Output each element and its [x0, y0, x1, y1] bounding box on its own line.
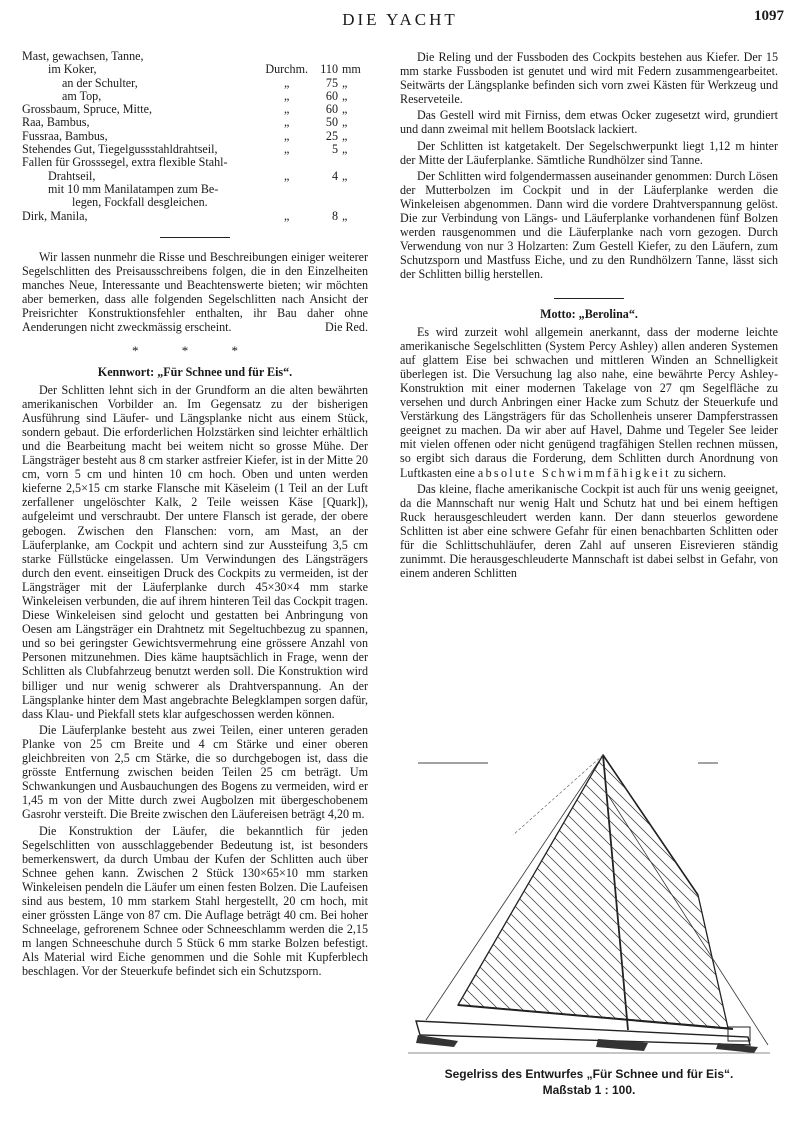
spec-label: Grossbaum, Spruce, Mitte,: [22, 102, 152, 117]
running-title: DIE YACHT: [342, 10, 458, 29]
body-paragraph: Die Läuferplanke besteht aus zwei Teilen, einer unteren geraden Planke von 25 cm Breite und 4 cm Stärke und einer oberen gleichbreiten von 2,5 cm Stärke, die so durchgebogen ist, dass die grösste Entfernung zwischen beiden Teilen 25 cm beträgt. Um Schwankungen und Ausbauchungen des Bogens zu vermeiden, wird er 1,45 m von der Mitte durch zwei Augbolzen mit übergeschobenem Gasrohr versteift. Die Breite zwischen den Läufereisen beträgt 4,20 m.: [22, 722, 368, 822]
spec-unit: [342, 196, 368, 209]
spec-unit: „: [342, 88, 348, 103]
spec-prefix: „: [283, 128, 290, 143]
body-paragraph: Der Schlitten wird folgendermassen auseinander genommen: Durch Lösen der Mutterbolzen im Cockpit und in der Läuferplanke werden die Winkeleisen abgenommen. Dann wird die vordere Drahtverspannung gelöst. Die zur Verbindung von Längs- und Läuferplanke vorhandenen fünf Bolzen werden rausgenommen und die Läuferplanke nach vorn gezogen. Durch Verwendung von nur 3 Holzarten: Zum Gestell Kiefer, zu den Läufern, zum Schutzsporn und Mastfuss Eiche, und zu den Rundhölzern Tanne, lässt sich der Schlitten billig herstellen.: [400, 168, 778, 282]
figure-caption: [398, 1066, 780, 1098]
spec-prefix: [265, 50, 308, 63]
spec-label: Fallen für Grosssegel, extra flexible Stahl-: [22, 155, 228, 170]
spec-prefix: „: [283, 88, 290, 103]
left-column: [22, 50, 368, 979]
spec-unit: „: [342, 128, 348, 143]
section-heading-kennwort: Kennwort: „Für Schnee und für Eis“.: [97, 364, 293, 379]
spec-value: 60: [325, 102, 338, 117]
spec-row: [22, 210, 368, 223]
spec-unit: [342, 50, 368, 63]
spec-row: [22, 50, 368, 63]
spec-value: 25: [325, 128, 338, 143]
right-column: [400, 50, 778, 580]
spec-label: im Koker,: [48, 62, 97, 77]
spec-value: 60: [325, 88, 338, 103]
spec-prefix: „: [283, 102, 290, 117]
spec-label: an der Schulter,: [62, 75, 138, 90]
spec-value: 8: [331, 208, 338, 223]
spec-value: 50: [325, 115, 338, 130]
spec-row: [22, 130, 368, 143]
body-paragraph: Das kleine, flache amerikanische Cockpit ist auch für uns wenig geeignet, da die Mannschaft nur wenig Halt und Schutz hat und bei einem heftigen Ruck herausgeschleudert werden kann. Der dann steuerlos gewordene Schlitten ist aber eine schwere Gefahr für einen benachbarten Schlitten oder für die Schlittschuhläufer, deren Zahl auf unseren Eisrevieren ständig zunimmt. Die herausgeschleuderte Mannschaft ist dabei selbst in Gefahr, von einem anderen Schlitten: [400, 481, 778, 581]
section-stars: * * *: [132, 343, 258, 359]
spec-unit: „: [342, 168, 348, 183]
spec-label: legen, Fockfall desgleichen.: [72, 195, 208, 210]
spec-row: [22, 143, 368, 156]
spec-table: [22, 50, 368, 223]
spec-prefix: [265, 156, 308, 169]
intro-paragraph: Wir lassen nunmehr die Risse und Beschreibungen einiger weiterer Segelschlitten des Preisausschreibens folgen, die in den Einzelheiten manches Neue, Interessante und Beachtenswerte bieten; wir möchten aber bemerken, dass alle folgenden Segelschlitten nach Ansicht der Preisrichter Konstruktionsfehler enthalten, ihr Bau daher ohne Aenderungen nicht zweckmässig erscheint. Die Red.: [22, 249, 368, 335]
spec-row: [22, 77, 368, 90]
spec-value: [308, 196, 342, 209]
spec-prefix: [265, 183, 308, 196]
body-paragraph: Der Schlitten ist katgetakelt. Der Segelschwerpunkt liegt 1,12 m hinter der Mitte der Läuferplanke. Sämtliche Rundhölzer sind Tanne.: [400, 138, 778, 167]
body-paragraph: Die Reling und der Fussboden des Cockpits bestehen aus Kiefer. Der 15 mm starke Fussboden ist genutet und wird mit Federn zusammengearbeitet. Seitwärts der Längsplanke befinden sich vorn zwei Kästen für Werkzeug und Reserveteile.: [400, 50, 778, 107]
spec-unit: „: [342, 142, 348, 157]
spec-prefix: „: [283, 142, 290, 157]
figure-caption-scale: Maßstab 1 : 100.: [542, 1083, 636, 1097]
body-paragraph: Der Schlitten lehnt sich in der Grundform an die alten bewährten amerikanischen Vorbilder an. Im Gegensatz zu der bisherigen Ausführung sind Läufer- und Längsplanke nicht aus einem Stück, sondern gebaut. Die erforderlichen Holzstärken sind leichter erhältlich und die Bearbeitung macht bei weitem nicht so grosse Mühe. Der Längsträger besteht aus 8 cm starker astfreier Kiefer, ist in der Mitte 20 cm, vorn 5 cm und hinten 10 cm hoch. Oben und unten werden kieferne 2,5×15 cm starke Flansche mit Käseleim (1 Teil an der Luft zerfallener ungelöschter Kalk, 2 Teile weissen Käse [Quark]), aufgeleimt und verschraubt. Der untere Flansch ist gerade, der obere gebogen. Zwischen den Flanschen: vorn, am Mast, an der Läuferplanke, am Cockpit und achtern sind zur Aussteifung 3,5 cm starke Füllstücke eingelassen. Um Verwindungen des Längsträgers durch den event. einseitigen Druck des Cockpits zu vermeiden, ist der Längsträger mit der Läuferplanke durch 45×30×4 mm starke Winkeleisen verbunden, die auf ihrem hinteren Teil das Cockpit tragen. Diese Winkeleisen sind gelocht und gestatten bei Anbringung von Oesen am Längsträger ein Drahtnetz mit Segeltuchbezug zu spannen, und so bei geringster Gewichtsvermehrung eine grössere Anzahl von Personen mitzunehmen. Dies käme hauptsächlich in Frage, wenn der Schlitten als Clubfahrzeug benutzt werden soll. Die Konstruktion wird billiger und nur wenig schwerer als Drahtverspannung. An der Längsplanke hinter dem Mast angebrachte Belegklampen sorgen dafür, dass Klau- und Piekfall stets klar aufgeschossen werden können.: [22, 382, 368, 721]
spec-unit: „: [342, 115, 348, 130]
spec-row: [22, 170, 368, 183]
spec-row: [22, 63, 368, 76]
spec-prefix: „: [283, 115, 290, 130]
spec-value: 75: [325, 75, 338, 90]
spec-row: [22, 90, 368, 103]
spec-unit: mm: [342, 62, 361, 77]
spec-label: Stehendes Gut, Tiegelgussstahldrahtseil,: [22, 142, 218, 157]
spec-label: Drahtseil,: [48, 168, 96, 183]
spec-value: 110: [320, 62, 338, 77]
spec-row: [22, 116, 368, 129]
spec-unit: [342, 183, 368, 196]
spec-unit: „: [342, 208, 348, 223]
sail-plan-drawing: [398, 745, 780, 1065]
spec-unit: „: [342, 75, 348, 90]
body-paragraph: Das Gestell wird mit Firniss, dem etwas Ocker zugesetzt wird, grundiert und dann zweimal mit hellem Bootslack lackiert.: [400, 108, 778, 137]
spec-label: Raa, Bambus,: [22, 115, 90, 130]
spec-prefix: „: [283, 168, 290, 183]
body-paragraph: Es wird zurzeit wohl allgemein anerkannt, dass der moderne leichte amerikanische Segelschlitten (System Percy Ashley) allen anderen Systemen auf glattem Eise bei schwachen und mittleren Winden an Schnelligkeit überlegen ist. Die Versuchung lag also nahe, eine bewährte Percy Ashley-Konstruktion mit einer modernen Takelage von 27 qm Segelfläche zu versehen und durch Anbringen einer Hacke zum Schutz der Steuerkufe und Verstärkung des Längsträgers für das Schollenheis unserer Dampferstrassen geeignet zu machen. Da wir aber auf Havel, Dahme und Tegeler See leider mit vielen offenen oder nicht genügend tragfähigen Stellen rechnen müssen, so ergibt sich daraus die Forderung, dem Schlitten durch Anordnung von Luftkasten eine absolute Schwimmfähigkeit zu sichern.: [400, 324, 778, 480]
spec-row: [22, 196, 368, 209]
spec-label: mit 10 mm Manilatampen zum Be-: [48, 181, 219, 196]
section-divider: [554, 298, 624, 299]
editor-signature: Die Red.: [325, 320, 368, 335]
spec-label: Dirk, Manila,: [22, 208, 88, 223]
spec-prefix: Durchm.: [265, 62, 308, 77]
spec-unit: „: [342, 102, 348, 117]
sail-plan-figure: [398, 745, 780, 1065]
section-divider: [160, 237, 230, 238]
body-paragraph: Die Konstruktion der Läufer, die bekanntlich für jeden Segelschlitten von ausschlaggebender Bedeutung ist, ist besonders bemerkenswert, da durch Umbau der Kufen der Schlitten auch über Schnee gehen kann. Zwischen 2 Stück 130×65×10 mm starken Winkeleisen pendeln die Läufer um einen festen Bolzen. Die Laufeisen sind aus bestem, 10 mm starkem Stahl hergestellt, 20 cm hoch, mit einer grössten Länge von 87 cm. Die Auflage beträgt 40 cm. Bei hoher Schneelage, gefrorenem Schnee oder Schneeschlamm werden die 2,15 m langen Schneeschuhe durch 5 Stück 6 mm starke Bolzen befestigt. Als Material wird Eiche genommen und die Sohle mit Kupferblech beschlagen. Vor der Steuerkufe befindet sich ein Schutzsporn.: [22, 823, 368, 979]
figure-caption-title: Segelriss des Entwurfes „Für Schnee und für Eis“.: [444, 1067, 734, 1081]
page-number: 1097: [754, 8, 784, 24]
spec-prefix: [265, 196, 308, 209]
spec-prefix: „: [283, 208, 290, 223]
spec-value: [308, 50, 342, 63]
spec-value: [308, 156, 342, 169]
spec-label: Mast, gewachsen, Tanne,: [22, 49, 144, 63]
spec-value: [308, 183, 342, 196]
spec-value: 5: [331, 142, 338, 157]
section-heading-motto: Motto: „Berolina“.: [540, 306, 638, 321]
spec-value: 4: [331, 168, 338, 183]
spec-label: am Top,: [62, 88, 102, 103]
spec-label: Fussraa, Bambus,: [22, 128, 108, 143]
spec-row: [22, 103, 368, 116]
spec-unit: [342, 156, 368, 169]
spec-prefix: „: [283, 75, 290, 90]
spec-row: [22, 156, 368, 169]
spec-row: [22, 183, 368, 196]
